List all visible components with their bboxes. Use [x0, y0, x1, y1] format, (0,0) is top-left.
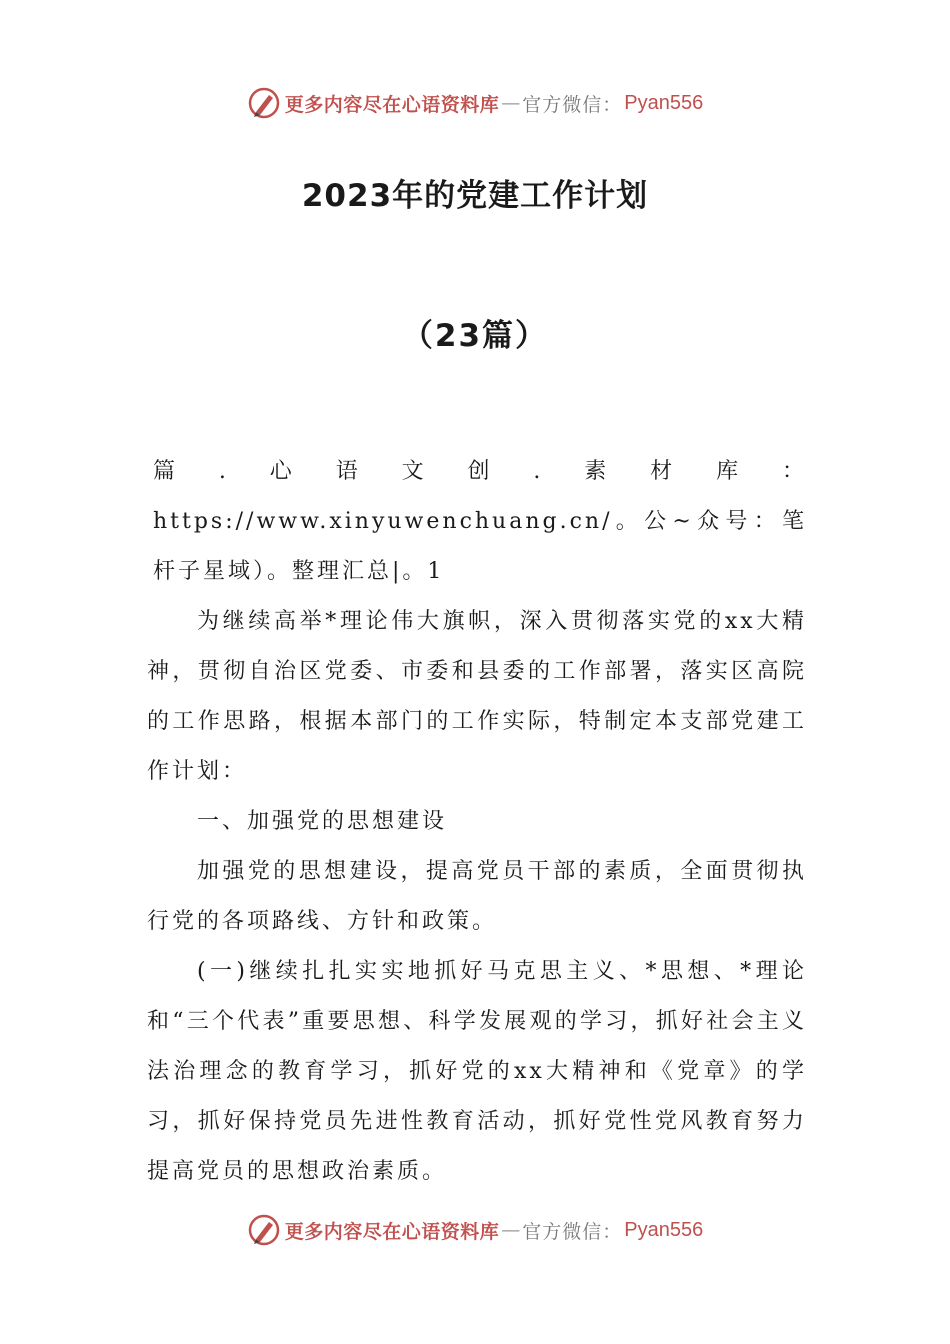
item-paragraph: (一)继续扎扎实实地抓好马克思主义、*思想、*理论和“三个代表”重要思想、科学发展观的学习，抓好社会主义法治理念的教育学习，抓好党的xx大精神和《党章》的学习，抓好保持党员先进性教育活动，抓好党性党风教育努力提高党员的思想政治素质。: [147, 959, 807, 1184]
document-body: [147, 447, 807, 1197]
watermark-dash: —: [501, 92, 521, 114]
watermark-dash: —: [501, 1219, 521, 1241]
watermark-header: [0, 83, 950, 123]
watermark-sub-text: 官方微信：: [522, 1220, 623, 1243]
intro-paragraph: 为继续高举*理论伟大旗帜，深入贯彻落实党的xx大精神，贯彻自治区党委、市委和县委的工作部署，落实区高院的工作思路，根据本部门的工作实际，特制定本支部党建工作计划：: [147, 609, 807, 784]
watermark-wechat-id: Pyan556: [624, 1218, 704, 1241]
pen-logo-icon: [247, 1213, 281, 1247]
watermark-main-text: 更多内容尽在心语资料库: [284, 1220, 500, 1243]
section-paragraph: 加强党的思想建设，提高党员干部的素质，全面贯彻执行党的各项路线、方针和政策。: [147, 859, 807, 934]
watermark-main-text: 更多内容尽在心语资料库: [284, 93, 500, 116]
watermark-wechat-id: Pyan556: [624, 91, 704, 114]
source-note-paragraph: 篇.心语文创.素材库：https://www.xinyuwenchuang.cn/。公~众号：笔杆子星域）。整理汇总|。1: [153, 459, 807, 584]
pen-logo-icon: [247, 86, 281, 120]
document-subtitle: （23篇）: [401, 318, 549, 354]
watermark-sub-text: 官方微信：: [522, 93, 623, 116]
document-title: 2023年的党建工作计划: [301, 178, 649, 214]
watermark-footer: [0, 1210, 950, 1250]
section-heading: 一、加强党的思想建设: [197, 809, 448, 834]
